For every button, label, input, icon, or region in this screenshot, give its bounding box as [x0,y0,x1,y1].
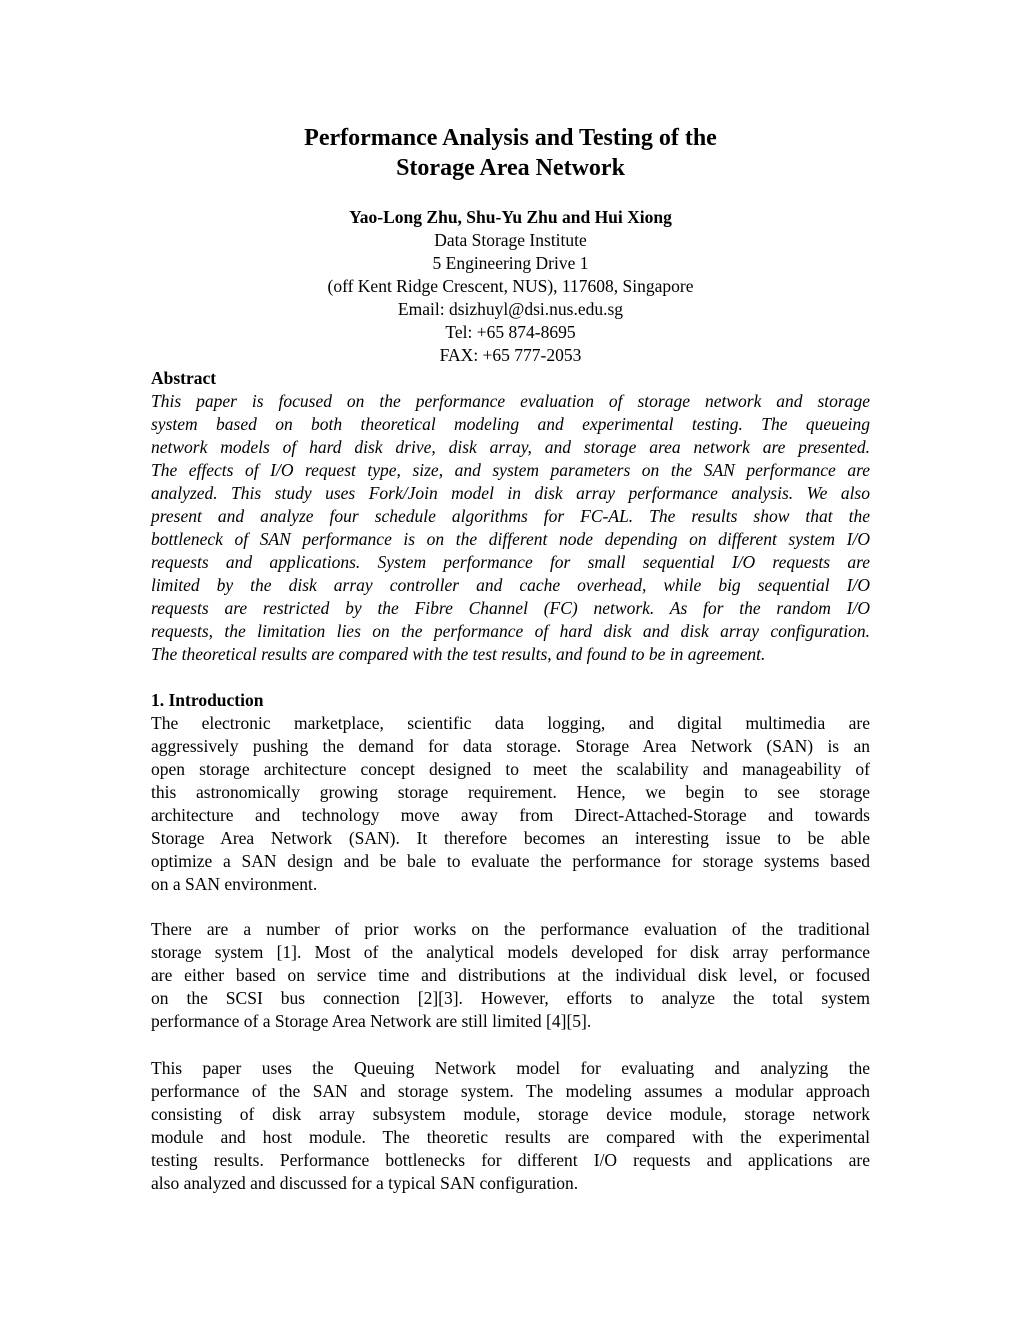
text-line: This paper uses the Queuing Network model for evaluating and analyzing the [151,1058,870,1078]
text-line: consisting of disk array subsystem module, storage device module, storage network [151,1104,870,1124]
text-line: requests, the limitation lies on the performance of hard disk and disk array configuration. [151,621,870,641]
text-line: are either based on service time and distributions at the individual disk level, or focused [151,965,870,985]
email: Email: dsizhuyl@dsi.nus.edu.sg [397,299,624,319]
text-line: on a SAN environment. [151,874,318,894]
text-line: module and host module. The theoretic results are compared with the experimental [151,1127,870,1147]
text-line: storage system [1]. Most of the analytical models developed for disk array performance [151,942,870,962]
abstract-heading: Abstract [151,368,217,388]
text-line: This paper is focused on the performance evaluation of storage network and storage [151,391,870,411]
authors: Yao-Long Zhu, Shu-Yu Zhu and Hui Xiong [349,207,672,227]
affiliation-line: Data Storage Institute [434,230,587,250]
affiliation-line: 5 Engineering Drive 1 [432,253,589,273]
fax: FAX: +65 777-2053 [439,345,582,365]
text-line: requests are restricted by the Fibre Channel (FC) network. As for the random I/O [151,598,870,618]
intro-paragraph-1 [151,712,870,896]
text-line: The theoretical results are compared with the test results, and found to be in agreement. [151,644,766,664]
text-line: limited by the disk array controller and cache overhead, while big sequential I/O [151,575,870,595]
affiliation-line: (off Kent Ridge Crescent, NUS), 117608, Singapore [327,276,694,296]
text-line: Storage Area Network (SAN). It therefore becomes an interesting issue to be able [151,828,870,848]
text-line: The effects of I/O request type, size, and system parameters on the SAN performance are [151,460,870,480]
intro-paragraph-3 [151,1057,870,1195]
text-line: network models of hard disk drive, disk array, and storage area network are presented. [151,437,870,457]
text-line: There are a number of prior works on the performance evaluation of the traditional [151,919,870,939]
title-line: Performance Analysis and Testing of the [304,125,717,151]
text-line: bottleneck of SAN performance is on the different node depending on different system I/O [151,529,870,549]
text-line: analyzed. This study uses Fork/Join model in disk array performance analysis. We also [151,483,870,503]
text-line: system based on both theoretical modeling and experimental testing. The queueing [151,414,870,434]
title-line: Storage Area Network [396,155,625,181]
text-line: aggressively pushing the demand for data storage. Storage Area Network (SAN) is an [151,736,870,756]
text-line: this astronomically growing storage requirement. Hence, we begin to see storage [151,782,870,802]
text-line: optimize a SAN design and be bale to evaluate the performance for storage systems based [151,851,870,871]
text-line: present and analyze four schedule algorithms for FC-AL. The results show that the [151,506,870,526]
text-line: testing results. Performance bottlenecks for different I/O requests and applications are [151,1150,870,1170]
text-line: open storage architecture concept designed to meet the scalability and manageability of [151,759,870,779]
text-line: also analyzed and discussed for a typical SAN configuration. [151,1173,579,1193]
paper-title [151,123,870,183]
intro-paragraph-2 [151,918,870,1033]
section-heading-introduction: 1. Introduction [151,690,264,710]
text-line: architecture and technology move away from Direct-Attached-Storage and towards [151,805,870,825]
text-line: on the SCSI bus connection [2][3]. However, efforts to analyze the total system [151,988,870,1008]
text-line: performance of a Storage Area Network are still limited [4][5]. [151,1011,592,1031]
text-line: The electronic marketplace, scientific data logging, and digital multimedia are [151,713,870,733]
phone: Tel: +65 874-8695 [445,322,576,342]
text-line: performance of the SAN and storage system. The modeling assumes a modular approach [151,1081,870,1101]
text-line: requests and applications. System performance for small sequential I/O requests are [151,552,870,572]
affiliation [151,229,870,367]
abstract-body [151,390,870,666]
